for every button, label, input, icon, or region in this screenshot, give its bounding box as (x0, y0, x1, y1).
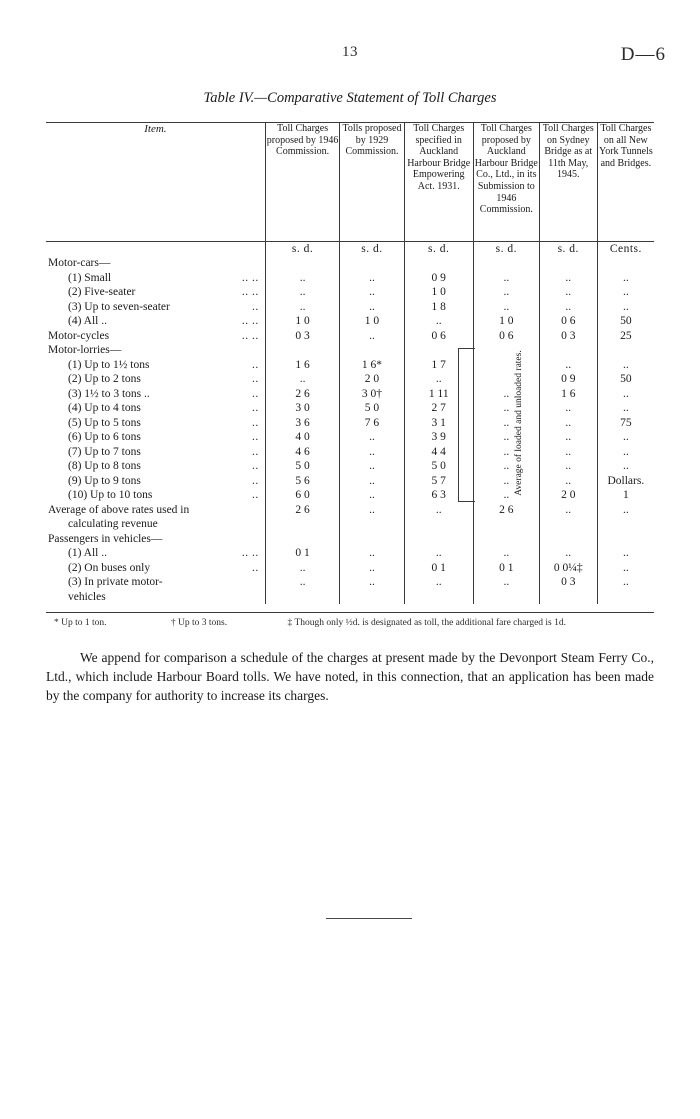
cell-c3: 3 9 (404, 430, 473, 444)
row-label: vehicles (68, 590, 106, 603)
cell-c1: 1 0 (265, 314, 340, 328)
cell-c1 (265, 256, 340, 270)
cell-c6: 25 (597, 329, 654, 343)
row-label: (3) 1½ to 3 tons .. .. (68, 387, 259, 400)
units-c1: s. d. (265, 242, 340, 257)
cell-c6: .. (597, 300, 654, 314)
cell-c5: 0 9 (539, 372, 597, 386)
cell-c4: .. (473, 387, 539, 401)
cell-c3: 4 4 (404, 445, 473, 459)
units-item (46, 242, 265, 257)
cell-c1: 4 6 (265, 445, 340, 459)
cell-c5: 0 3 (539, 329, 597, 343)
cell-c1: 0 3 (265, 329, 340, 343)
cell-c6 (597, 517, 654, 531)
cell-c4 (473, 517, 539, 531)
cell-c4: .. (473, 285, 539, 299)
cell-c4: 0 1 (473, 561, 539, 575)
cell-c6: .. (597, 387, 654, 401)
table-header-row (46, 123, 654, 242)
cell-c5 (539, 256, 597, 270)
cell-c6: .. (597, 401, 654, 415)
cell-c2: .. (340, 300, 404, 314)
cell-c3: 0 1 (404, 561, 473, 575)
cell-c5 (539, 343, 597, 357)
table-row (46, 271, 654, 285)
table-row (46, 329, 654, 343)
cell-c2: .. (340, 575, 404, 589)
brace-rotated-label: Average of loaded and unloaded rates. (514, 350, 524, 496)
cell-c6: .. (597, 430, 654, 444)
column-header-item: Item. (144, 123, 167, 135)
cell-c5: .. (539, 300, 597, 314)
cell-c3: .. (404, 314, 473, 328)
cell-c1: 5 6 (265, 474, 340, 488)
cell-c4: .. (473, 416, 539, 430)
cell-c2 (340, 343, 404, 357)
table-row (46, 430, 654, 444)
table-row (46, 459, 654, 473)
cell-c3: 6 3 (404, 488, 473, 502)
cell-c6: .. (597, 358, 654, 372)
table-row (46, 445, 654, 459)
cell-c1 (265, 517, 340, 531)
cell-c1 (265, 590, 340, 604)
cell-c4: .. (473, 474, 539, 488)
column-header-bridge-company-submission: Toll Charges proposed by Auckland Harbour Bridge Co., Ltd., in its Submission to 1946 Commission. (473, 123, 539, 242)
cell-c2: .. (340, 285, 404, 299)
cell-c5: .. (539, 358, 597, 372)
cell-c6: 50 (597, 372, 654, 386)
row-label: (8) Up to 8 tons .. (68, 460, 259, 473)
cell-c2: .. (340, 561, 404, 575)
cell-c2: .. (340, 430, 404, 444)
row-label: (7) Up to 7 tons .. (68, 445, 259, 458)
footnote-3: ‡ Though only ½d. is designated as toll, the additional fare charged is 1d. (287, 618, 567, 628)
cell-c5: 0 3 (539, 575, 597, 589)
table-row (46, 300, 654, 314)
cell-c3: 1 11 (404, 387, 473, 401)
table-row (46, 517, 654, 531)
grouping-brace (458, 348, 475, 502)
row-label: (3) In private motor- (68, 576, 163, 589)
table-row (46, 503, 654, 517)
cell-c1: 3 6 (265, 416, 340, 430)
column-header-new-york: Toll Charges on all New York Tunnels and Bridges. (597, 123, 654, 242)
row-label: (6) Up to 6 tons .. (68, 431, 259, 444)
cell-c4: .. (473, 271, 539, 285)
row-label: (2) On buses only .. (68, 561, 259, 574)
cell-c3 (404, 517, 473, 531)
row-label: (3) Up to seven-seater .. (68, 300, 259, 313)
column-header-1946-commission: Toll Charges proposed by 1946 Commission. (265, 123, 340, 242)
table-units-row (46, 242, 654, 257)
row-label: Motor-cars— (48, 257, 111, 270)
toll-charges-table-wrapper (46, 122, 654, 604)
row-label: (4) Up to 4 tons .. (68, 402, 259, 415)
page-number: 13 (342, 44, 358, 60)
row-label: Average of above rates used in (48, 503, 190, 516)
cell-c3: 3 1 (404, 416, 473, 430)
cell-c3: 0 9 (404, 271, 473, 285)
cell-c5: .. (539, 474, 597, 488)
cell-c5: .. (539, 430, 597, 444)
table-row (46, 575, 654, 589)
cell-c3: .. (404, 575, 473, 589)
cell-c1: 3 0 (265, 401, 340, 415)
cell-c1 (265, 343, 340, 357)
row-label: (5) Up to 5 tons .. (68, 416, 259, 429)
row-label: Passengers in vehicles— (48, 532, 163, 545)
cell-c5: .. (539, 503, 597, 517)
cell-c2: .. (340, 503, 404, 517)
cell-c5 (539, 517, 597, 531)
cell-c6: Dollars. (597, 474, 654, 488)
cell-c3 (404, 590, 473, 604)
column-header-sydney-bridge: Toll Charges on Sydney Bridge as at 11th May, 1945. (539, 123, 597, 242)
cell-c2: 3 0† (340, 387, 404, 401)
column-header-1929-commission: Tolls proposed by 1929 Commission. (340, 123, 404, 242)
cell-c4 (473, 256, 539, 270)
units-c3: s. d. (404, 242, 473, 257)
table-row (46, 285, 654, 299)
cell-c5: .. (539, 271, 597, 285)
table-row (46, 343, 654, 357)
cell-c6: .. (597, 561, 654, 575)
table-row (46, 532, 654, 546)
cell-c4: 1 0 (473, 314, 539, 328)
cell-c1: .. (265, 300, 340, 314)
cell-c6: .. (597, 445, 654, 459)
cell-c6 (597, 532, 654, 546)
cell-c1 (265, 532, 340, 546)
table-row (46, 256, 654, 270)
cell-c6: .. (597, 546, 654, 560)
table-body (46, 242, 654, 605)
row-label: (2) Up to 2 tons .. (68, 373, 259, 386)
cell-c5: .. (539, 546, 597, 560)
row-label: (2) Five-seater .. .. (68, 286, 259, 299)
cell-c5: .. (539, 445, 597, 459)
cell-c1: .. (265, 575, 340, 589)
cell-c5: 2 0 (539, 488, 597, 502)
footnote-1: * Up to 1 ton. (54, 618, 107, 628)
cell-c2 (340, 532, 404, 546)
table-head (46, 123, 654, 242)
cell-c5: .. (539, 416, 597, 430)
cell-c2: 1 6* (340, 358, 404, 372)
cell-c6: .. (597, 459, 654, 473)
cell-c6 (597, 343, 654, 357)
cell-c4: .. (473, 445, 539, 459)
cell-c1: 0 1 (265, 546, 340, 560)
cell-c1: 6 0 (265, 488, 340, 502)
table-row (46, 546, 654, 560)
cell-c4: .. (473, 546, 539, 560)
cell-c2 (340, 517, 404, 531)
cell-c1: 2 6 (265, 387, 340, 401)
row-label: Motor-cycles .. .. (48, 329, 259, 342)
row-label: (1) Up to 1½ tons .. (68, 358, 259, 371)
cell-c4 (473, 532, 539, 546)
units-c2: s. d. (340, 242, 404, 257)
cell-c1: 5 0 (265, 459, 340, 473)
row-label: (4) All .. .. .. (68, 315, 259, 328)
table-row (46, 372, 654, 386)
cell-c2: .. (340, 474, 404, 488)
table-caption (0, 90, 700, 107)
cell-c3: 1 8 (404, 300, 473, 314)
cell-c3: .. (404, 503, 473, 517)
cell-c2: .. (340, 271, 404, 285)
cell-c5 (539, 590, 597, 604)
row-label: calculating revenue (68, 518, 158, 531)
cell-c1: 2 6 (265, 503, 340, 517)
cell-c1: .. (265, 561, 340, 575)
body-paragraph: We append for comparison a schedule of the charges at present made by the Devonport Steam Ferry Co., Ltd., which include Harbour Board tolls. We have noted, in this connection, that an application has been made by the company for authority to increase its charges. (46, 650, 654, 704)
cell-c6: 75 (597, 416, 654, 430)
cell-c1: .. (265, 285, 340, 299)
toll-charges-table (46, 122, 654, 604)
body-text-block (46, 648, 654, 705)
cell-c1: 1 6 (265, 358, 340, 372)
cell-c6: .. (597, 271, 654, 285)
row-label: (1) All .. .. .. (68, 547, 259, 560)
cell-c2: .. (340, 445, 404, 459)
cell-c1: .. (265, 372, 340, 386)
table-caption-prefix: Table IV. (203, 90, 255, 106)
row-label: (1) Small .. .. (68, 271, 259, 284)
row-label: Motor-lorries— (48, 344, 122, 357)
units-c6: Cents. (597, 242, 654, 257)
cell-c2: .. (340, 329, 404, 343)
footnote-2: † Up to 3 tons. (170, 618, 228, 628)
cell-c4: .. (473, 401, 539, 415)
row-label: (10) Up to 10 tons .. (68, 489, 259, 502)
table-row (46, 401, 654, 415)
cell-c3: 5 0 (404, 459, 473, 473)
table-row (46, 474, 654, 488)
cell-c2: 2 0 (340, 372, 404, 386)
cell-c3: .. (404, 546, 473, 560)
column-header-empowering-act-1931: Toll Charges specified in Auckland Harbour Bridge Empowering Act. 1931. (404, 123, 473, 242)
cell-c3: 2 7 (404, 401, 473, 415)
document-identifier: D—6 (620, 44, 666, 65)
cell-c6: .. (597, 575, 654, 589)
table-row (46, 387, 654, 401)
table-footnotes (46, 612, 654, 628)
cell-c2 (340, 590, 404, 604)
cell-c2: 5 0 (340, 401, 404, 415)
cell-c6: 50 (597, 314, 654, 328)
cell-c6 (597, 256, 654, 270)
cell-c4: 2 6 (473, 503, 539, 517)
cell-c2: .. (340, 546, 404, 560)
table-row (46, 590, 654, 604)
cell-c5 (539, 532, 597, 546)
cell-c5: 0 6 (539, 314, 597, 328)
units-c4: s. d. (473, 242, 539, 257)
cell-c5: .. (539, 459, 597, 473)
cell-c5: .. (539, 401, 597, 415)
cell-c4: .. (473, 430, 539, 444)
table-caption-rest: —Comparative Statement of Toll Charges (254, 90, 497, 106)
table-row (46, 358, 654, 372)
cell-c4: .. (473, 459, 539, 473)
cell-c6: .. (597, 503, 654, 517)
cell-c3: 1 7 (404, 358, 473, 372)
section-divider-rule (326, 918, 412, 919)
cell-c6: .. (597, 285, 654, 299)
cell-c3: .. (404, 372, 473, 386)
cell-c4: .. (473, 488, 539, 502)
cell-c4: .. (473, 300, 539, 314)
cell-c6 (597, 590, 654, 604)
cell-c3: 5 7 (404, 474, 473, 488)
cell-c2: .. (340, 459, 404, 473)
cell-c1: 4 0 (265, 430, 340, 444)
cell-c2: .. (340, 488, 404, 502)
table-row (46, 314, 654, 328)
cell-c5: 0 0¼‡ (539, 561, 597, 575)
units-c5: s. d. (539, 242, 597, 257)
cell-c6: 1 (597, 488, 654, 502)
cell-c2: 7 6 (340, 416, 404, 430)
cell-c3 (404, 532, 473, 546)
cell-c3: 0 6 (404, 329, 473, 343)
cell-c2: 1 0 (340, 314, 404, 328)
row-label: (9) Up to 9 tons .. (68, 474, 259, 487)
table-row (46, 488, 654, 502)
cell-c4: 0 6 (473, 329, 539, 343)
cell-c4: .. (473, 575, 539, 589)
cell-c5: .. (539, 285, 597, 299)
cell-c4 (473, 590, 539, 604)
cell-c3: 1 0 (404, 285, 473, 299)
table-row (46, 416, 654, 430)
cell-c1: .. (265, 271, 340, 285)
table-row (46, 561, 654, 575)
cell-c2 (340, 256, 404, 270)
cell-c3 (404, 256, 473, 270)
cell-c5: 1 6 (539, 387, 597, 401)
